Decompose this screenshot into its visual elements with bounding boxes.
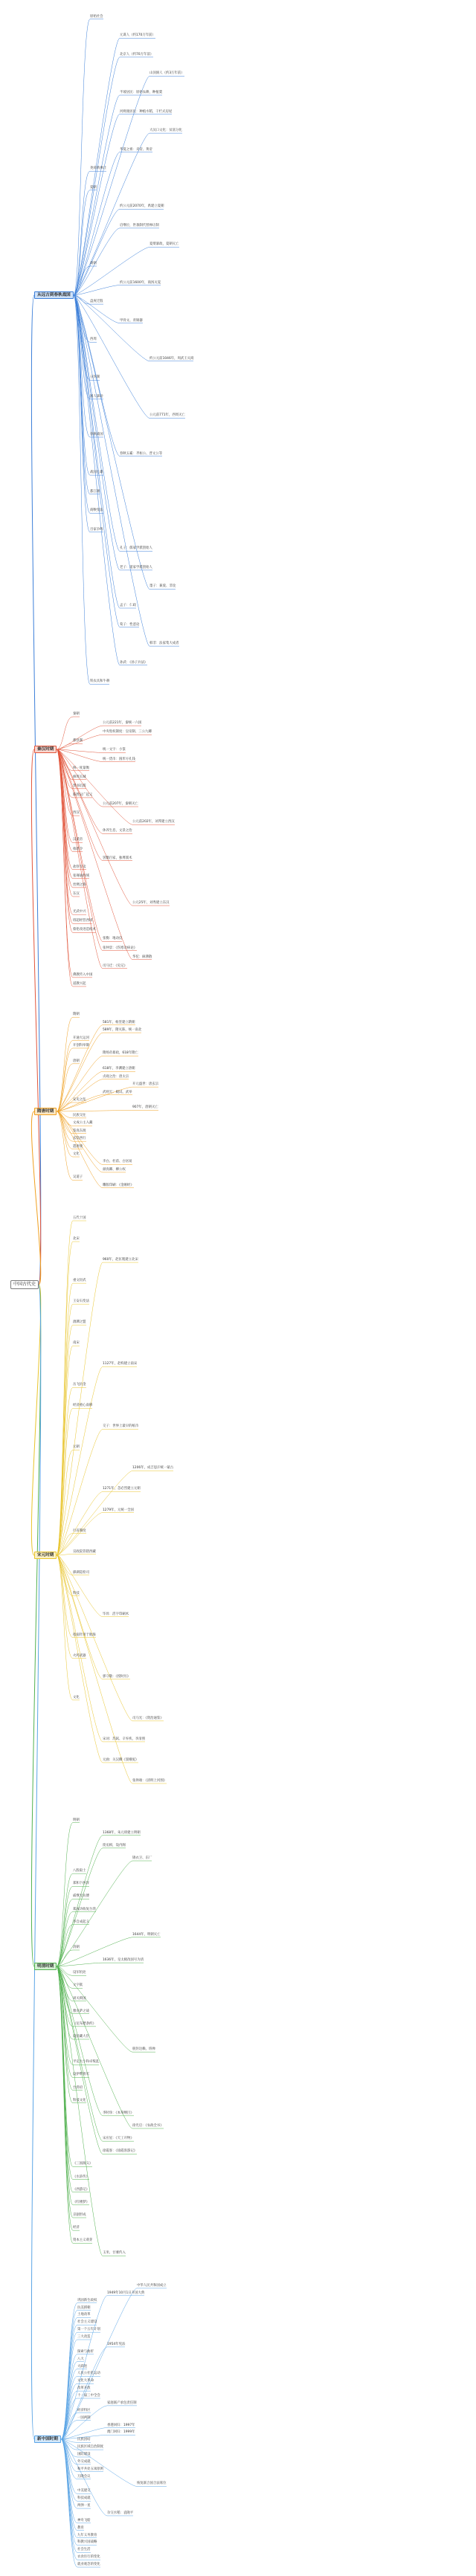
topic-node[interactable]: 郑成功收复台湾 — [73, 1907, 96, 1911]
topic-node[interactable]: 民族区域自治制度 — [77, 2445, 104, 2450]
topic-node[interactable]: 孟子：仁政 — [120, 604, 136, 607]
topic-node[interactable]: 科技成就 — [77, 2496, 91, 2501]
topic-node[interactable]: 1949年10月1日开国大典 — [107, 2291, 145, 2295]
topic-node[interactable]: 三大改造 — [77, 2335, 91, 2340]
topic-node[interactable]: 原始社会 — [90, 14, 103, 19]
topic-node[interactable]: 老子：道家学派创始人 — [120, 565, 152, 569]
topic-node[interactable]: 盘庚迁殷 — [90, 300, 103, 304]
topic-node[interactable]: 经济重心南移 — [73, 1404, 93, 1408]
topic-node[interactable]: 经济 — [73, 2226, 80, 2230]
topic-node[interactable]: 960年，赵匡胤建立北宋 — [103, 1258, 138, 1262]
topic-node[interactable]: 陈胜吴广起义 — [73, 793, 93, 797]
topic-node[interactable]: 李时珍：《本草纲目》 — [103, 2111, 134, 2115]
topic-node[interactable]: 外交成就 — [77, 2459, 91, 2464]
topic-node[interactable]: 张仲景：《伤寒杂病论》 — [103, 946, 138, 950]
topic-node[interactable]: 社会生活 — [77, 2548, 91, 2552]
topic-node[interactable]: 元曲：关汉卿《窦娥冤》 — [103, 1757, 139, 1762]
topic-node[interactable]: 杂交水稻：袁隆平 — [107, 2511, 134, 2515]
topic-node[interactable]: 废丞相，设内阁 — [103, 1843, 126, 1847]
topic-node[interactable]: 公元前771年，西周灭亡 — [149, 413, 185, 418]
topic-node[interactable]: 南宋 — [73, 1341, 80, 1346]
topic-node[interactable]: 平定大小和卓叛乱 — [73, 2060, 100, 2065]
topic-node[interactable]: 统一文字：小篆 — [103, 748, 126, 752]
topic-node[interactable]: 元谋人（约170万年前） — [120, 33, 155, 38]
topic-node[interactable]: 商朝 — [90, 262, 97, 265]
topic-node[interactable]: 墨子：兼爱、非攻 — [149, 584, 176, 589]
topic-node[interactable]: 山顶洞人（约3万年前） — [149, 71, 184, 76]
topic-node[interactable]: 抗美援朝 — [77, 2305, 91, 2310]
topic-node[interactable]: 行省制度 — [73, 1529, 86, 1533]
branch-node-song-yuan[interactable]: 宋元时期 — [34, 1552, 57, 1559]
topic-node[interactable]: 铁农具和牛耕 — [90, 679, 110, 684]
topic-node[interactable]: 科技 — [73, 1591, 80, 1595]
topic-node[interactable]: 清朝 — [73, 1946, 80, 1949]
topic-node[interactable]: 东汉 — [73, 891, 80, 896]
topic-node[interactable]: 第一个五年计划 — [77, 2328, 100, 2332]
topic-node[interactable]: 颜真卿、柳公权 — [103, 1167, 126, 1172]
topic-node[interactable]: 台湾府 — [73, 2085, 83, 2090]
topic-node[interactable]: 交子：世界上最早的纸币 — [103, 1424, 139, 1429]
topic-node[interactable]: 统一度量衡 — [73, 766, 89, 770]
topic-node[interactable]: 开元盛世：唐玄宗 — [132, 1082, 159, 1087]
topic-node[interactable]: 遣唐使 — [73, 1144, 83, 1149]
topic-node[interactable]: 公元前202年，刘邦建立西汉 — [132, 820, 175, 824]
topic-node[interactable]: 澎湖巡检司 — [73, 1570, 89, 1575]
topic-node[interactable]: 开通大运河 — [73, 1036, 89, 1040]
topic-node[interactable]: 元朝 — [73, 1445, 80, 1450]
topic-node[interactable]: 中央集权制度：皇帝制、三公九卿 — [103, 730, 152, 735]
topic-node[interactable]: 吴道子 — [73, 1175, 83, 1180]
topic-node[interactable]: 荀子：性恶论 — [120, 622, 140, 627]
topic-node[interactable]: 闭关锁国 — [73, 1996, 86, 2001]
topic-node[interactable]: 都江堰 — [90, 489, 100, 494]
branch-node-ming-qing[interactable]: 明清时期 — [34, 1963, 57, 1970]
root-node[interactable]: 中国古代史 — [10, 1280, 39, 1289]
topic-node[interactable]: 隋朝 — [73, 1013, 80, 1017]
topic-node[interactable]: 西周 — [90, 338, 97, 342]
topic-node[interactable]: 589年，隋灭陈，统一南北 — [103, 1028, 142, 1033]
topic-node[interactable]: 雕版印刷：《金刚经》 — [103, 1183, 134, 1187]
topic-node[interactable]: 甲骨文、青铜器 — [120, 318, 143, 323]
topic-node[interactable]: 商鞅变法 — [90, 509, 103, 513]
topic-node[interactable]: 巩固新生政权 — [77, 2298, 97, 2302]
topic-node[interactable]: 文化 — [73, 1152, 80, 1157]
topic-node[interactable]: 郑和下西洋 — [73, 1882, 89, 1886]
topic-node[interactable]: 《西游记》 — [73, 2187, 89, 2192]
topic-node[interactable]: 人民公社化运动 — [77, 2372, 100, 2376]
topic-node[interactable]: 春秋战国 — [90, 433, 103, 436]
topic-node[interactable]: 《尼布楚条约》 — [73, 2021, 96, 2026]
topic-node[interactable]: 民族团结 — [77, 2438, 91, 2442]
topic-node[interactable]: 郭守敬：《授时历》 — [103, 1674, 131, 1679]
topic-node[interactable]: 和平共处五项原则 — [77, 2467, 104, 2471]
topic-node[interactable]: 设伊犁将军 — [73, 2073, 89, 2077]
topic-node[interactable]: 教育 — [77, 2525, 84, 2530]
topic-node[interactable]: 秦朝 — [73, 712, 80, 717]
topic-node[interactable]: 孙武：《孙子兵法》 — [120, 660, 148, 665]
topic-node[interactable]: 公元前207年，秦朝灭亡 — [103, 802, 138, 807]
topic-node[interactable]: 北宋 — [73, 1237, 80, 1242]
topic-node[interactable]: 半坡居民：原始农耕，种植粟 — [120, 91, 163, 94]
topic-node[interactable]: 张衡：地动仪 — [103, 937, 123, 941]
topic-node[interactable]: 文化大革命 — [77, 2379, 94, 2383]
topic-node[interactable]: 李白、杜甫、白居易 — [103, 1160, 132, 1164]
topic-node[interactable]: 一国两制 — [77, 2415, 91, 2420]
topic-node[interactable]: 《三国演义》 — [73, 2162, 93, 2166]
topic-node[interactable]: 司马光：《资治通鉴》 — [132, 1716, 164, 1720]
topic-node[interactable]: 改革开放 — [77, 2386, 91, 2391]
topic-node[interactable]: 孔子：儒家学派创始人 — [120, 546, 152, 551]
topic-node[interactable]: 李自成起义 — [73, 1920, 89, 1924]
topic-node[interactable]: 春秋五霸：齐桓公、晋文公等 — [120, 451, 163, 456]
topic-node[interactable]: 《红楼梦》 — [73, 2200, 89, 2204]
topic-node[interactable]: 北京人（约70万年前） — [120, 52, 154, 57]
topic-node[interactable]: 推恩令 — [73, 847, 83, 851]
topic-node[interactable]: 丝绸之路 — [73, 882, 86, 887]
topic-node[interactable]: 宋词：苏轼、辛弃疾、李清照 — [103, 1737, 146, 1741]
topic-node[interactable]: 司马迁：《史记》 — [103, 963, 127, 968]
topic-node[interactable]: 尧舜禹禅让 — [90, 167, 106, 171]
topic-node[interactable]: 八大 — [77, 2357, 84, 2361]
topic-node[interactable]: 八股取士 — [73, 1869, 86, 1873]
topic-node[interactable]: 张择端：《清明上河图》 — [132, 1778, 167, 1783]
topic-node[interactable]: 安史之乱 — [73, 1098, 86, 1102]
topic-node[interactable]: 衣食住行的变化 — [77, 2555, 100, 2560]
topic-node[interactable]: 百家争鸣 — [90, 527, 103, 532]
topic-node[interactable]: 玄奘西行 — [73, 1137, 86, 1141]
topic-node[interactable]: 统一货币：圆形方孔钱 — [103, 757, 135, 761]
branch-node-prc[interactable]: 新中国时期 — [34, 2435, 61, 2443]
branch-node-qin-han[interactable]: 秦汉时期 — [34, 746, 57, 753]
topic-node[interactable]: 开创科举制 — [73, 1043, 89, 1047]
topic-node[interactable]: 重文轻武 — [73, 1279, 86, 1283]
topic-node[interactable]: 国防建设 — [77, 2452, 91, 2456]
topic-node[interactable]: 1127年，赵构建立南宋 — [103, 1362, 138, 1366]
topic-node[interactable]: 土地改革 — [77, 2313, 91, 2317]
topic-node[interactable]: 五代十国 — [73, 1216, 86, 1221]
topic-node[interactable]: 恢复联合国合法席位 — [137, 2482, 167, 2486]
topic-node[interactable]: 河姆渡居民：种植水稻，干栏式房屋 — [120, 109, 173, 114]
topic-node[interactable]: 道教兴起 — [73, 981, 86, 986]
topic-node[interactable]: 家庭联产承包责任制 — [107, 2401, 137, 2405]
topic-node[interactable]: 科教兴国战略 — [77, 2540, 97, 2545]
topic-node[interactable]: 焚书坑儒 — [73, 784, 86, 788]
topic-node[interactable]: 1644年，明朝灭亡 — [132, 1932, 161, 1937]
topic-node[interactable]: 两弹一星 — [77, 2504, 91, 2508]
topic-node[interactable]: 华夏之祖：炎帝、黄帝 — [120, 147, 152, 152]
topic-node[interactable]: 分封制 — [90, 375, 100, 380]
topic-node[interactable]: 韩非：法家集大成者 — [149, 642, 179, 646]
topic-node[interactable]: 文化 — [73, 1695, 80, 1699]
topic-node[interactable]: 徐光启：《农政全书》 — [132, 2124, 164, 2128]
topic-node[interactable]: 大汶口文化：贫富分化 — [149, 129, 182, 133]
topic-node[interactable]: 光武中兴 — [73, 910, 86, 914]
topic-node[interactable]: 万隆会议 — [77, 2474, 91, 2479]
topic-node[interactable]: 设军机处 — [73, 1971, 86, 1975]
topic-node[interactable]: 1636年，皇太极改国号为清 — [103, 1958, 144, 1963]
topic-node[interactable]: 明朝 — [73, 1818, 80, 1822]
topic-node[interactable]: 618年，李渊建立唐朝 — [103, 1067, 135, 1071]
topic-node[interactable]: 册封达赖、班禅 — [132, 2047, 155, 2052]
topic-node[interactable]: 文字狱 — [73, 1983, 83, 1988]
topic-node[interactable]: 班超经营西域 — [73, 919, 93, 923]
topic-node[interactable]: 神舟飞船 — [77, 2518, 91, 2522]
topic-node[interactable]: 王安石变法 — [73, 1300, 89, 1304]
topic-node[interactable]: 岳飞抗金 — [73, 1383, 86, 1387]
topic-node[interactable]: 郡县制 — [73, 739, 83, 743]
topic-node[interactable]: 科技文化 — [73, 2098, 86, 2102]
topic-node[interactable]: 夏朝 — [90, 185, 97, 190]
topic-node[interactable]: 修筑长城 — [73, 775, 86, 779]
topic-node[interactable]: 汉武帝 — [73, 838, 83, 842]
topic-node[interactable]: 1279年，元统一全国 — [103, 1508, 134, 1512]
topic-node[interactable]: 十一届三中全会 — [77, 2394, 100, 2398]
topic-node[interactable]: 经济特区 — [77, 2408, 91, 2412]
topic-node[interactable]: 国人暴动 — [90, 394, 103, 398]
topic-node[interactable]: 张骞通西域 — [73, 874, 89, 878]
topic-node[interactable]: 隋炀帝暴政，618年隋亡 — [103, 1051, 138, 1056]
topic-node[interactable]: 九年义务教育 — [77, 2533, 97, 2537]
topic-node[interactable]: 贞观之治：唐太宗 — [103, 1074, 129, 1079]
topic-node[interactable]: 玉米、甘薯传入 — [103, 2251, 126, 2256]
topic-node[interactable]: 中美建交 — [77, 2489, 91, 2493]
topic-node[interactable]: 启继位，世袭制代替禅让制 — [120, 223, 159, 227]
topic-node[interactable]: 资本主义萌芽 — [73, 2238, 93, 2243]
topic-node[interactable]: 火药武器 — [73, 1653, 86, 1658]
topic-node[interactable]: 581年，杨坚建立隋朝 — [103, 1020, 135, 1024]
topic-node[interactable]: 唐朝 — [73, 1059, 80, 1063]
topic-node[interactable]: 雅克萨之战 — [73, 2009, 89, 2013]
topic-node[interactable]: 战国七雄 — [90, 471, 103, 475]
topic-node[interactable]: 宋应星：《天工开物》 — [103, 2137, 134, 2141]
topic-node[interactable]: 徐霞客：《徐霞客游记》 — [103, 2149, 138, 2154]
topic-node[interactable]: 澳门回归：1999年 — [107, 2430, 135, 2435]
topic-node[interactable]: 锦衣卫、东厂 — [132, 1856, 152, 1860]
topic-node[interactable]: 澶渊之盟 — [73, 1320, 86, 1325]
topic-node[interactable]: 中华人民共和国成立 — [137, 2283, 167, 2288]
topic-node[interactable]: 夏桀暴政，夏朝灭亡 — [149, 242, 179, 247]
topic-node[interactable]: 毕昇：活字印刷术 — [103, 1612, 129, 1616]
topic-node[interactable]: 公元25年，刘秀建立东汉 — [132, 901, 170, 906]
topic-node[interactable]: 1368年，朱元璋建立明朝 — [103, 1830, 141, 1835]
topic-node[interactable]: 盐铁专卖 — [73, 865, 86, 869]
topic-node[interactable]: 就业观念的变化 — [77, 2563, 100, 2567]
branch-node-sui-tang[interactable]: 隋唐时期 — [34, 1108, 57, 1115]
topic-node[interactable]: 鉴真东渡 — [73, 1129, 86, 1133]
topic-node[interactable]: 佛教传入中国 — [73, 972, 93, 977]
topic-node[interactable]: 907年，唐朝灭亡 — [132, 1105, 158, 1110]
topic-node[interactable]: 戚继光抗倭 — [73, 1894, 89, 1899]
topic-node[interactable]: 蔡伦改进造纸术 — [73, 928, 96, 932]
topic-node[interactable]: 罢黜百家，独尊儒术 — [103, 856, 132, 860]
topic-node[interactable]: 社会主义建设 — [77, 2320, 97, 2325]
topic-node[interactable]: 探索与曲折 — [77, 2349, 94, 2354]
topic-node[interactable]: 大跃进 — [77, 2364, 88, 2369]
topic-node[interactable]: 民族交往 — [73, 1113, 86, 1117]
topic-node[interactable]: 华佗：麻沸散 — [132, 955, 152, 959]
topic-node[interactable]: 约公元前1046年，周武王灭商 — [149, 356, 194, 361]
topic-node[interactable]: 西汉 — [73, 811, 80, 816]
branch-node-pre-qin[interactable]: 从远古到春秋战国 — [34, 291, 74, 299]
topic-node[interactable]: 《水浒传》 — [73, 2175, 89, 2179]
topic-node[interactable]: 1271年，忽必烈建立元朝 — [103, 1487, 141, 1491]
topic-node[interactable]: 宣政院管辖西藏 — [73, 1549, 96, 1554]
topic-node[interactable]: 1206年，成吉思汗统一蒙古 — [132, 1466, 174, 1471]
topic-node[interactable]: 指南针用于航海 — [73, 1633, 96, 1637]
topic-node[interactable]: 设驻藏大臣 — [73, 2035, 89, 2038]
topic-node[interactable]: 约公元前1600年，商汤灭夏 — [120, 280, 161, 285]
topic-node[interactable]: 香港回归：1997年 — [107, 2423, 135, 2427]
topic-node[interactable]: 公元前221年，秦统一六国 — [103, 721, 142, 726]
topic-node[interactable]: 约公元前2070年，禹建立夏朝 — [120, 204, 164, 209]
topic-node[interactable]: 京剧形成 — [73, 2213, 86, 2217]
topic-node[interactable]: 文成公主入藏 — [73, 1121, 93, 1126]
topic-node[interactable]: 武则天：殿试、武举 — [103, 1090, 132, 1094]
topic-node[interactable]: 1954年宪法 — [107, 2342, 126, 2346]
topic-node[interactable]: 休养生息，文景之治 — [103, 829, 132, 833]
